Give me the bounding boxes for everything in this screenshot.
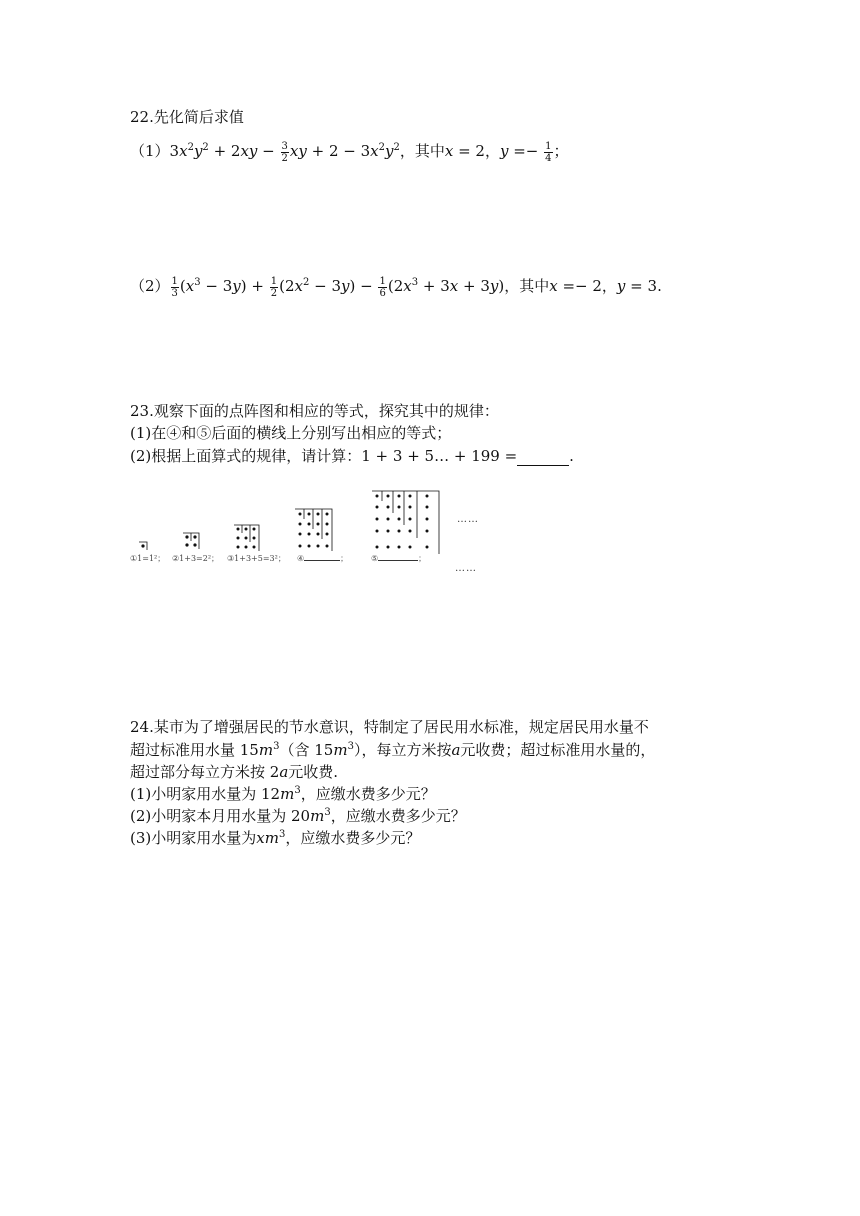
q23-item2-expr: 1 + 3 + 5… + 199 = <box>361 447 518 465</box>
q22-p2-cond: ，其中 <box>504 277 550 295</box>
dot-pattern-figure <box>125 486 485 578</box>
caption-5: ⑤ ； <box>371 554 427 563</box>
q22-part1: $(1)3x^2y^2 + 2xy$ − $\frac{3}{2}$ xy + $2 - 3x^2y^2$，其中x = 2，y =− $\frac{1}{4}$ ； <box>130 140 569 164</box>
q22-p1-tail: + 2 − 3 <box>311 142 371 160</box>
q24-item1: (1)小明家用水量为 $12m^3$，应缴水费多少元？ <box>130 785 436 803</box>
q22-p1-yval: =− <box>508 142 544 160</box>
q24-line1: 24.某市为了增强居民的节水意识，特制定了居民用水标准，规定居民用水量不 <box>130 718 649 736</box>
caption-1: ①1=1²； <box>130 554 166 563</box>
q23-answer-blank <box>517 451 569 466</box>
q23-title: 23.观察下面的点阵图和相应的等式，探究其中的规律： <box>130 402 499 420</box>
q22-p1-term2: + 2 <box>213 142 241 160</box>
q23-item1: (1)在④和⑤后面的横线上分别写出相应的等式； <box>130 424 452 442</box>
caption-2: ②1+3=2²； <box>172 554 220 563</box>
q23-item2: (2)根据上面算式的规律，请计算：1 + 3 + 5… + 199 = . <box>130 447 574 465</box>
q22-p1-end: ； <box>553 142 569 160</box>
caption-4: ④ ； <box>297 554 349 563</box>
q22-part1-label: （1） <box>130 142 170 160</box>
dot-pattern-4 <box>295 509 332 551</box>
caption-3: ③1+3+5=3²； <box>227 554 286 563</box>
ellipsis-top: …… <box>457 514 479 525</box>
q24-line3: 超过部分每立方米按 2a元收费. <box>130 763 339 781</box>
dot-patterns <box>125 486 485 578</box>
q24-item2: (2)小明家本月用水量为 $20m^3$，应缴水费多少元？ <box>130 807 466 825</box>
dot-pattern-5 <box>372 491 439 554</box>
q22-p1-cond: ，其中 <box>399 142 445 160</box>
ellipsis-bottom: …… <box>455 563 477 574</box>
q22-part2-label: （2） <box>130 277 170 295</box>
dot-pattern-3 <box>234 525 259 551</box>
q22-p1-xval: = 2， <box>453 142 500 160</box>
q24-line2: 超过标准用水量 $15m^3$（含 $15m^3$），每立方米按a元收费；超过标准用水量的， <box>130 741 656 759</box>
q22-title: 22.先化简后求值 <box>130 108 244 126</box>
q22-p2-xval: =− 2， <box>557 277 617 295</box>
q24-item3: (3)小明家用水量为$xm^3$，应缴水费多少元？ <box>130 829 421 847</box>
q22-p2-yval: = 3 <box>625 277 658 295</box>
dot-pattern-1 <box>139 542 147 550</box>
q22-p1-yfrac: $\frac{1}{4}$ <box>545 140 552 164</box>
q22-p1-frac: $\frac{3}{2}$ <box>281 140 288 164</box>
dot-pattern-2 <box>183 533 199 549</box>
q22-p1-coef: 3 <box>169 142 180 160</box>
q22-part2: （2） $\frac{1}{3}$ $(x^3 - 3y)$ + $\frac{1}{2}$ $(2x^2 - 3y)$ − $\frac{1}{6}$ $(2x^3 + 3x + 3y)$，其中x =− 2，y = 3. <box>130 275 662 299</box>
